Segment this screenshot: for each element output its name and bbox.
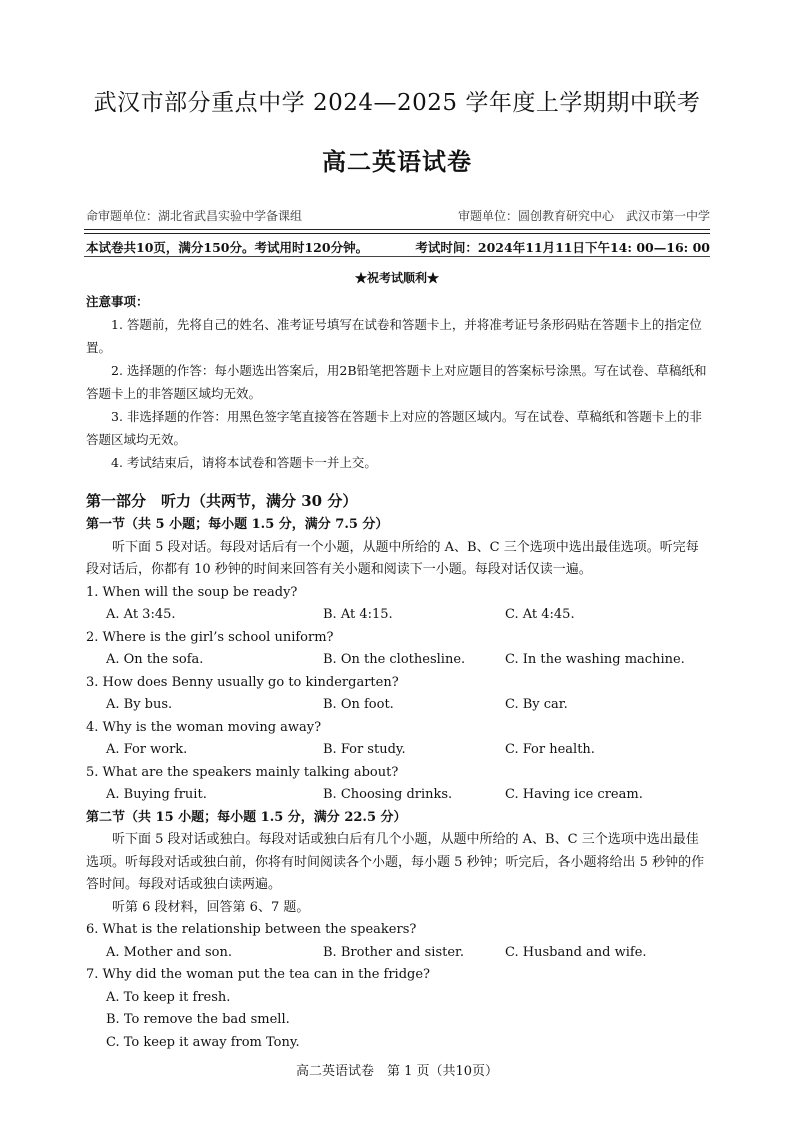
- options-3: [86, 694, 710, 717]
- option-c: C. By car.: [505, 697, 568, 712]
- notes-heading: 注意事项：: [86, 294, 149, 309]
- note-item: 4. 考试结束后，请将本试卷和答题卡一并上交。: [111, 455, 377, 470]
- options-4: [86, 739, 710, 762]
- exam-info-line: [86, 238, 710, 256]
- question-1: 1. When will the soup be ready?: [86, 584, 298, 600]
- units-line: [86, 207, 710, 224]
- question-3: 3. How does Benny usually go to kindergarten?: [86, 674, 399, 690]
- options-6: [86, 942, 710, 965]
- option-c: C. Husband and wife.: [505, 944, 647, 960]
- pages-info: 本试卷共10页，满分150分。考试用时120分钟。: [86, 240, 369, 255]
- note-item: 2. 选择题的作答：每小题选出答案后，用2B铅笔把答题卡上对应题目的答案标号涂黑。写在试卷、草稿纸和答题卡上的非答题区域均无效。: [86, 363, 707, 401]
- option-b: B. To remove the bad smell.: [106, 1012, 290, 1027]
- section2-instructions: 听下面 5 段对话或独白。每段对话或独白后有几个小题，从题中所给的 A、B、C 三个选项中选出最佳选项。听每段对话或独白前，你将有时间阅读各个小题，每小题 5 秒钟；听完后，各小题将给出 5 秒钟的作答时间。每段对话或独白读两遍。: [86, 832, 705, 892]
- option-b: B. On foot.: [323, 697, 394, 712]
- divider-thick: [84, 229, 710, 230]
- option-a: A. For work.: [106, 742, 188, 757]
- option-c: C. Having ice cream.: [505, 787, 643, 802]
- options-5: [86, 784, 710, 807]
- section1-instructions: 听下面 5 段对话。每段对话后有一个小题，从题中所给的 A、B、C 三个选项中选出最佳选项。听完每段对话后，你都有 10 秒钟的时间来回答有关小题和阅读下一小题。每段对话仅读一遍。: [86, 539, 699, 577]
- page-footer: 高二英语试卷 第 1 页（共10页）: [295, 1064, 499, 1079]
- divider-info: [84, 256, 710, 257]
- option-b: B. Choosing drinks.: [323, 787, 453, 802]
- option-a: A. Mother and son.: [106, 944, 233, 960]
- option-a: A. At 3:45.: [106, 607, 176, 622]
- option-a: A. On the sofa.: [106, 652, 204, 667]
- section2-title: 第二节（共 15 小题；每小题 1.5 分，满分 22.5 分）: [86, 809, 407, 825]
- question-6: 6. What is the relationship between the speakers?: [86, 922, 417, 937]
- option-b: B. Brother and sister.: [323, 944, 464, 960]
- reviewer-unit: 审题单位：圆创教育研究中心 武汉市第一中学: [457, 209, 710, 223]
- option-c: C. In the washing machine.: [505, 652, 685, 667]
- option-b: B. For study.: [323, 742, 406, 757]
- options-1: [86, 604, 710, 627]
- option-c: C. For health.: [505, 742, 595, 757]
- question-5: 5. What are the speakers mainly talking about?: [86, 764, 399, 780]
- note-item: 3. 非选择题的作答：用黑色签字笔直接答在答题卡上对应的答题区域内。写在试卷、草稿纸和答题卡上的非答题区域均无效。: [86, 409, 702, 447]
- option-c: C. To keep it away from Tony.: [106, 1034, 300, 1050]
- proposer-unit: 命审题单位：湖北省武昌实验中学备课组: [86, 209, 303, 223]
- option-a: A. To keep it fresh.: [106, 989, 231, 1005]
- question-4: 4. Why is the woman moving away?: [86, 719, 322, 735]
- notes-section: [86, 290, 710, 474]
- option-a: A. Buying fruit.: [106, 787, 207, 802]
- divider-thin: [84, 233, 710, 234]
- options-2: [86, 649, 710, 672]
- exam-title: 武汉市部分重点中学 2024—2025 学年度上学期期中联考: [93, 90, 701, 116]
- section1-title: 第一节（共 5 小题；每小题 1.5 分，满分 7.5 分）: [86, 517, 389, 532]
- option-a: A. By bus.: [106, 697, 173, 712]
- note-item: 1. 答题前，先将自己的姓名、准考证号填写在试卷和答题卡上，并将准考证号条形码贴在答题卡上的指定位置。: [86, 317, 702, 355]
- section1: [86, 514, 710, 1054]
- question-2: 2. Where is the girl’s school uniform?: [86, 629, 334, 645]
- part1-title: 第一部分 听力（共两节，满分 30 分）: [86, 492, 358, 510]
- material-6-note: 听第 6 段材料，回答第 6、7 题。: [112, 899, 310, 915]
- exam-time: 考试时间：2024年11月11日下午14: 00—16: 00: [415, 240, 710, 255]
- option-b: B. On the clothesline.: [323, 652, 466, 667]
- question-7: 7. Why did the woman put the tea can in the fridge?: [86, 967, 431, 982]
- good-luck: ★祝考试顺利★: [354, 271, 439, 285]
- option-c: C. At 4:45.: [505, 607, 575, 622]
- subject-title: 高二英语试卷: [322, 147, 472, 176]
- option-b: B. At 4:15.: [323, 607, 393, 622]
